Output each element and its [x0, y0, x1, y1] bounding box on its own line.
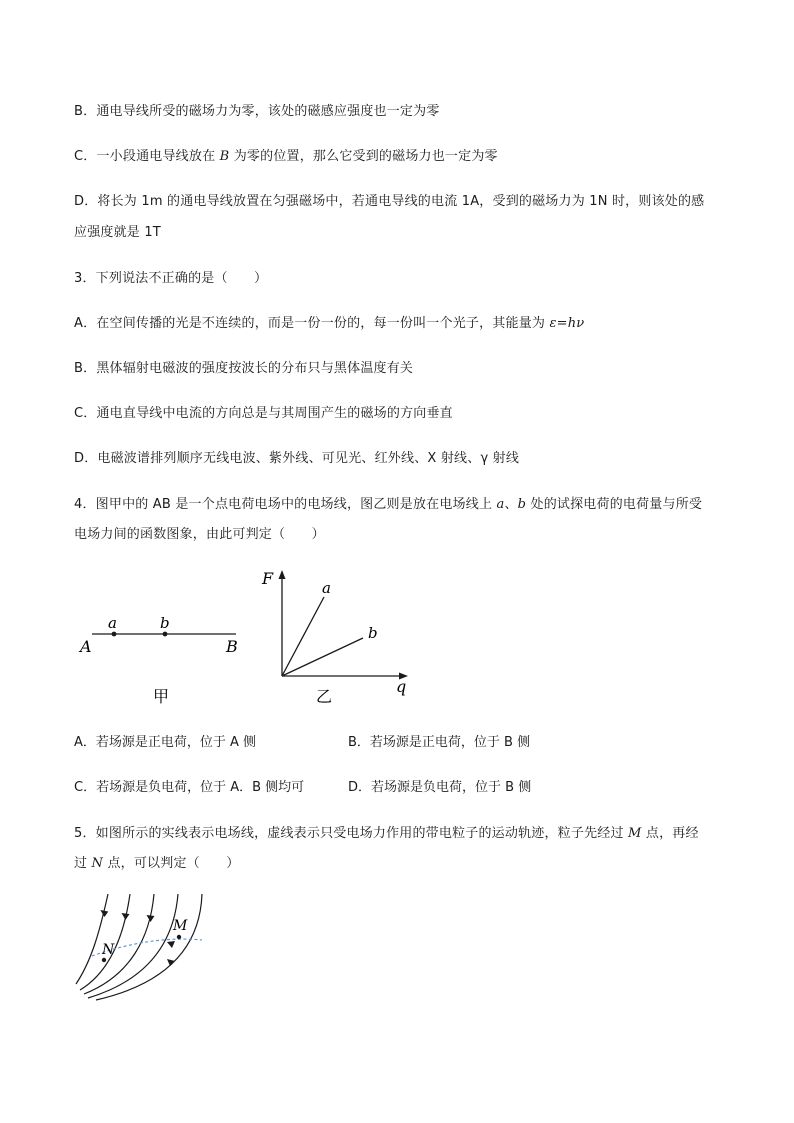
label-B: B: [226, 637, 238, 656]
q4-option-c: C．若场源是负电荷，位于 A．B 侧均可: [74, 780, 305, 795]
q3-option-c: C．通电直导线中电流的方向总是与其周围产生的磁场的方向垂直: [74, 406, 453, 421]
axis-label-q: q: [396, 677, 407, 696]
caption-yi: 乙: [316, 687, 333, 706]
caption-jia: 甲: [153, 687, 170, 706]
q2-option-d-line2: 应强度就是 1T: [74, 225, 161, 240]
q5-stem-line2: [74, 856, 239, 872]
arrow-3: [147, 915, 155, 922]
q3-option-d: D．电磁波谱排列顺序无线电波、紫外线、可见光、红外线、X 射线、γ 射线: [74, 451, 520, 466]
line-b: [282, 638, 363, 676]
q3-option-b: B．黑体辐射电磁波的强度按波长的分布只与黑体温度有关: [74, 361, 414, 376]
q4-stem-line2: 电场力间的函数图象，由此可判定（ ）: [74, 527, 325, 542]
label-a: a: [108, 614, 117, 632]
q3-option-a-pre: A．在空间传播的光是不连续的，而是一份一份的，每一份叫一个光子，其能量为: [74, 316, 550, 331]
q4-stem-line1: [74, 497, 702, 513]
q2-option-b: B．通电导线所受的磁场力为零，该处的磁感应强度也一定为零: [74, 104, 440, 119]
q5-figure: [70, 890, 220, 1002]
q4-option-a: A．若场源是正电荷，位于 A 侧: [74, 735, 257, 750]
line-label-a: a: [322, 579, 331, 597]
point-m-dot: [177, 935, 181, 939]
q3-stem: 3．下列说法不正确的是（ ）: [74, 271, 268, 286]
q4-stem-b: b: [517, 497, 527, 512]
label-n: N: [102, 942, 115, 958]
q5-stem-n: N: [91, 856, 104, 871]
f-axis-arrow: [279, 570, 286, 579]
point-n-dot: [102, 958, 106, 962]
q4-stem-line1-post: 处的试探电荷的电荷量与所受: [526, 497, 703, 512]
q3-option-a: [74, 316, 584, 332]
q4-figure-jia: [76, 610, 246, 710]
q5-stem-line1-post: 点，再经: [641, 826, 699, 841]
q2-option-d-line1: D．将长为 1m 的通电导线放置在匀强磁场中，若通电导线的电流 1A，受到的磁场力为 1N 时，则该处的感: [74, 194, 705, 209]
q4-option-b: B．若场源是正电荷，位于 B 侧: [348, 735, 531, 750]
q5-stem-line2-post: 点，可以判定（ ）: [103, 856, 240, 871]
q2-option-c: [74, 149, 498, 165]
label-A: A: [80, 637, 92, 656]
line-a: [282, 597, 324, 676]
q2-option-c-var: B: [219, 149, 230, 164]
q4-figure-yi: [258, 566, 418, 712]
axis-label-f: F: [262, 569, 274, 588]
q2-option-c-post: 为零的位置，那么它受到的磁场力也一定为零: [229, 149, 498, 164]
label-b: b: [160, 614, 170, 632]
point-b-dot: [163, 632, 168, 637]
q2-option-c-pre: C．一小段通电导线放在: [74, 149, 220, 164]
point-a-dot: [112, 632, 117, 637]
q4-stem-line1-pre: 4．图甲中的 AB 是一个点电荷电场中的电场线，图乙则是放在电场线上: [74, 497, 497, 512]
q4-stem-a: a: [496, 497, 505, 512]
arrow-2: [122, 913, 130, 920]
line-label-b: b: [368, 624, 378, 642]
q4-stem-sep: 、: [504, 497, 518, 512]
q5-stem-line1-pre: 5．如图所示的实线表示电场线，虚线表示只受电场力作用的带电粒子的运动轨迹，粒子先经过: [74, 826, 629, 841]
q3-option-a-formula: ε=hν: [549, 316, 585, 331]
arrow-1: [100, 910, 108, 917]
field-line-1: [76, 894, 108, 984]
arrow-4: [167, 941, 175, 948]
q5-stem-line2-pre: 过: [74, 856, 92, 871]
label-m: M: [173, 918, 188, 934]
q5-stem-line1: [74, 826, 699, 842]
q4-option-d: D．若场源是负电荷，位于 B 侧: [348, 780, 532, 795]
q5-stem-m: M: [628, 826, 642, 841]
